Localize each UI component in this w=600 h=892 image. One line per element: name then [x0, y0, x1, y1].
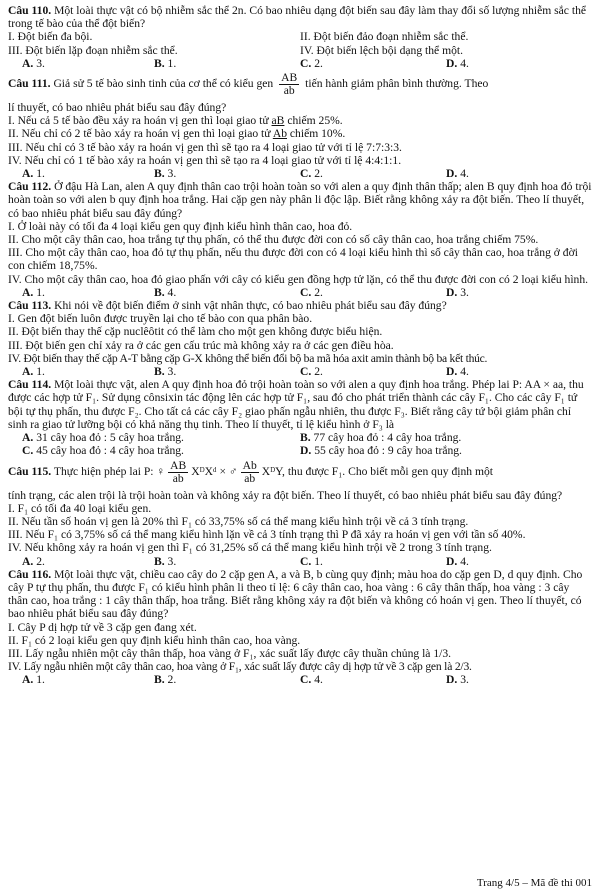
question-115-stem: Câu 115. Thực hiện phép lai P: ♀ $\frac{AB}{ab}$ XᴰXᵈ × ♂ $\frac{Ab}{ab}$ XᴰY, thu được F₁. Cho biết mỗi gen quy định một	[8, 458, 493, 485]
question-number: Câu 110.	[8, 4, 52, 17]
answer-options	[8, 444, 592, 457]
statement-3: III. Cho một cây thân cao, hoa đỏ tự thụ phấn, nếu thu được đời con có 4 loại kiểu hình thì số cây thân cao, hoa trắng ở đời con chiếm 18,75%.	[8, 246, 578, 273]
option-b[interactable]: B. 3.	[154, 365, 177, 379]
page-footer: Trang 4/5 – Mã đề thi 001	[476, 876, 592, 889]
answer-options	[8, 365, 592, 378]
answer-options	[8, 57, 592, 70]
statement-4: IV. Cho một cây thân cao, hoa đỏ giao phấn với cây có kiểu gen đồng hợp tử lặn, có thể thu được đời con có 2 loại kiểu hình.	[8, 272, 589, 286]
question-text: Một loài thực vật có bộ nhiễm sắc thể 2n. Có bao nhiêu dạng đột biến sau đây làm thay đổi số lượng nhiễm sắc thể trong tế bào của thể đột biến?	[8, 4, 587, 31]
option-b[interactable]: B. 3.	[154, 554, 177, 568]
genotype-fraction: $\frac{Ab}{ab}$	[242, 458, 257, 485]
statement-2: II. Đột biến thay thế cặp nuclêôtit có thể làm cho một gen không được biểu hiện.	[8, 325, 383, 339]
option-c[interactable]: C. 1.	[300, 554, 323, 568]
question-number: Câu 115.	[8, 464, 52, 478]
option-b[interactable]: B. 4.	[154, 285, 177, 299]
statement-4: IV. Lấy ngẫu nhiên một cây thân cao, hoa vàng ở F₁, xác suất lấy được cây dị hợp tử về 3 cặp gen là 2/3.	[8, 660, 472, 674]
statement-1: I. Đột biến đa bội.	[8, 30, 93, 44]
option-a[interactable]: A. 1.	[22, 285, 45, 299]
statement-1: I. Cây P dị hợp tử về 3 cặp gen đang xét.	[8, 620, 197, 634]
option-c[interactable]: C. 2.	[300, 56, 323, 70]
statement-2: II. Đột biến đảo đoạn nhiễm sắc thể.	[300, 30, 469, 44]
option-c[interactable]: C. 4.	[300, 673, 323, 687]
statement-2: II. Nếu chỉ có 2 tế bào xảy ra hoán vị gen thì loại giao tử Ab chiếm 10%.	[8, 127, 346, 141]
question-116-stem	[8, 568, 592, 621]
question-113	[8, 299, 592, 378]
question-111-stem	[8, 72, 592, 97]
option-b[interactable]: B. 2.	[154, 673, 177, 687]
option-d[interactable]: D. 4.	[446, 554, 469, 568]
option-c[interactable]: C. 2.	[300, 167, 323, 181]
question-112	[8, 180, 592, 299]
question-text: Một loài thực vật, chiều cao cây do 2 cặp gen A, a và B, b cùng quy định; màu hoa do cặp gen D, d quy định. Cho cây P tự thụ phấn, thu được F₁ có kiểu hình phân li theo tỉ lệ: 6 cây thân cao, hoa vàng : 6 cây thân thấp, hoa vàng : 3 cây thân cao, hoa trắng : 1 cây thân thấp, hoa trắng. Biết rằng không xảy ra đột biến và không có hoán vị gen. Theo lí thuyết, có bao nhiêu phát biểu sau đây đúng?	[8, 567, 583, 621]
question-number: Câu 116.	[8, 567, 52, 581]
question-text: Ở đậu Hà Lan, alen A quy định thân cao trội hoàn toàn so với alen a quy định thân thấp; alen B quy định hoa đỏ trội hoàn toàn so với alen b quy định hoa trắng. Hai cặp gen này phân li độc lập. Biết rằng không xảy ra đột biến. Theo lí thuyết, có bao nhiêu phát biểu sau đây đúng?	[8, 180, 592, 220]
option-d[interactable]: D. 3.	[446, 673, 469, 687]
option-a[interactable]: A. 2.	[22, 554, 45, 568]
question-text: Thực hiện phép lai P: ♀	[53, 464, 166, 478]
statement-1: I. F₁ có tối đa 40 loại kiểu gen.	[8, 501, 152, 515]
option-d[interactable]: D. 55 cây hoa đỏ : 9 cây hoa trắng.	[300, 444, 462, 458]
genotype-fraction: $\frac{AB}{ab}$	[170, 458, 187, 485]
question-111	[8, 72, 592, 180]
question-number: Câu 114.	[8, 378, 52, 392]
question-114-stem	[8, 378, 592, 431]
answer-options	[8, 286, 592, 299]
option-d[interactable]: D. 4.	[446, 365, 469, 379]
question-110-stem	[8, 4, 592, 30]
statement-row	[8, 30, 592, 43]
question-116	[8, 568, 592, 687]
statement-3: III. Nếu chỉ có 3 tế bào xảy ra hoán vị gen thì sẽ tạo ra 4 loại giao tử với tỉ lệ 7:7:3:3.	[8, 140, 402, 154]
answer-options	[8, 673, 592, 686]
question-text: tính trạng, các alen trội là trội hoàn toàn và không xảy ra đột biến. Theo lí thuyết, có bao nhiêu phát biểu sau đây đúng?	[8, 488, 563, 502]
statement-4: IV. Nếu không xảy ra hoán vị gen thì F₁ có 31,25% số cá thể mang kiểu hình trội về 2 trong 3 tính trạng.	[8, 541, 492, 555]
question-text: lí thuyết, có bao nhiêu phát biểu sau đây đúng?	[8, 101, 227, 115]
option-b[interactable]: B. 77 cây hoa đỏ : 4 cây hoa trắng.	[300, 431, 462, 445]
question-text: Giả sử 5 tế bào sinh tinh của cơ thể có kiểu gen	[53, 77, 274, 91]
answer-options	[8, 555, 592, 568]
question-113-stem	[8, 299, 592, 312]
statement-row	[8, 44, 592, 57]
statement-4: IV. Nếu chỉ có 1 tế bào xảy ra hoán vị gen thì sẽ tạo ra 4 loại giao tử với tỉ lệ 4:4:1:1.	[8, 153, 402, 167]
statement-1: I. Gen đột biến luôn được truyền lại cho tế bào con qua phân bào.	[8, 312, 313, 326]
question-number: Câu 111.	[8, 77, 51, 91]
question-number: Câu 113.	[8, 299, 52, 313]
statement-3: III. Đột biến lặp đoạn nhiễm sắc thể.	[8, 43, 178, 57]
option-c[interactable]: C. 45 cây hoa đỏ : 4 cây hoa trắng.	[22, 444, 184, 458]
option-d[interactable]: D. 4.	[446, 167, 469, 181]
statement-4: IV. Đột biến lệch bội dạng thể một.	[300, 43, 464, 57]
statement-2: II. F₁ có 2 loại kiểu gen quy định kiểu hình thân cao, hoa vàng.	[8, 633, 301, 647]
option-a[interactable]: A. 1.	[22, 167, 45, 181]
statement-2: II. Nếu tần số hoán vị gen là 20% thì F₁ có 33,75% số cá thể mang kiểu hình trội về cả 3 tính trạng.	[8, 514, 469, 528]
statement-4: IV. Đột biến thay thế cặp A-T bằng cặp G-X không thể biến đổi bộ ba mã hóa axit amin thành bộ ba kết thúc.	[8, 351, 488, 365]
option-a[interactable]: A. 1.	[22, 673, 45, 687]
statement-2: II. Cho một cây thân cao, hoa trắng tự thụ phấn, có thể thu được đời con có số cây thân cao, hoa trắng chiếm 75%.	[8, 233, 539, 247]
question-115	[8, 460, 592, 568]
option-b[interactable]: B. 3.	[154, 167, 177, 181]
option-c[interactable]: C. 2.	[300, 365, 323, 379]
statement-1: I. Nếu cả 5 tế bào đều xảy ra hoán vị gen thì loại giao tử aB chiếm 25%.	[8, 114, 343, 128]
statement-3: III. Nếu F₁ có 3,75% số cá thể mang kiểu hình lặn về cả 3 tính trạng thì P đã xảy ra hoán vị gen với tần số 40%.	[8, 528, 526, 542]
answer-options	[8, 431, 592, 444]
question-text: Một loài thực vật, alen A quy định hoa đỏ trội hoàn toàn so với alen a quy định hoa trắng. Phép lai P: AA × aa, thu được các hợp tử F₁. Sử dụng cônsixin tác động lên các hợp tử F₁, sau đó cho phát triển thành các cây F₁. Cho các cây F₁ tứ bội tự thụ phấn, thu được F₂. Cho tất cả các cây F₂ giao phấn ngẫu nhiên, thu được F₃. Biết rằng cây tứ bội giảm phân chỉ sinh ra giao tử lưỡng bội có khả năng thụ tinh. Theo lí thuyết, tỉ lệ kiểu hình ở F₃ là	[8, 378, 584, 431]
option-a[interactable]: A. 3.	[22, 56, 45, 70]
option-d[interactable]: D. 4.	[446, 56, 469, 70]
option-d[interactable]: D. 3.	[446, 285, 469, 299]
option-b[interactable]: B. 1.	[154, 56, 177, 70]
option-a[interactable]: A. 1.	[22, 365, 45, 379]
question-114	[8, 378, 592, 457]
option-a[interactable]: A. 31 cây hoa đỏ : 5 cây hoa trắng.	[22, 431, 184, 445]
genotype-fraction: $\frac{AB}{ab}$	[281, 71, 298, 98]
option-c[interactable]: C. 2.	[300, 285, 323, 299]
question-110	[8, 4, 592, 70]
question-112-stem	[8, 180, 592, 220]
answer-options	[8, 167, 592, 180]
question-text: Khi nói về đột biến điểm ở sinh vật nhân thực, có bao nhiêu phát biểu sau đây đúng?	[54, 299, 447, 313]
question-text: tiến hành giảm phân bình thường. Theo	[305, 77, 489, 91]
statement-3: III. Đột biến gen chỉ xảy ra ở các gen cấu trúc mà không xảy ra ở các gen điều hòa.	[8, 338, 394, 352]
question-number: Câu 112.	[8, 180, 52, 194]
statement-1: I. Ở loài này có tối đa 4 loại kiểu gen quy định kiểu hình thân cao, hoa đỏ.	[8, 219, 353, 233]
statement-3: III. Lấy ngẫu nhiên một cây thân thấp, hoa vàng ở F₁, xác suất lấy được cây thuần chủng là 1/3.	[8, 646, 452, 660]
